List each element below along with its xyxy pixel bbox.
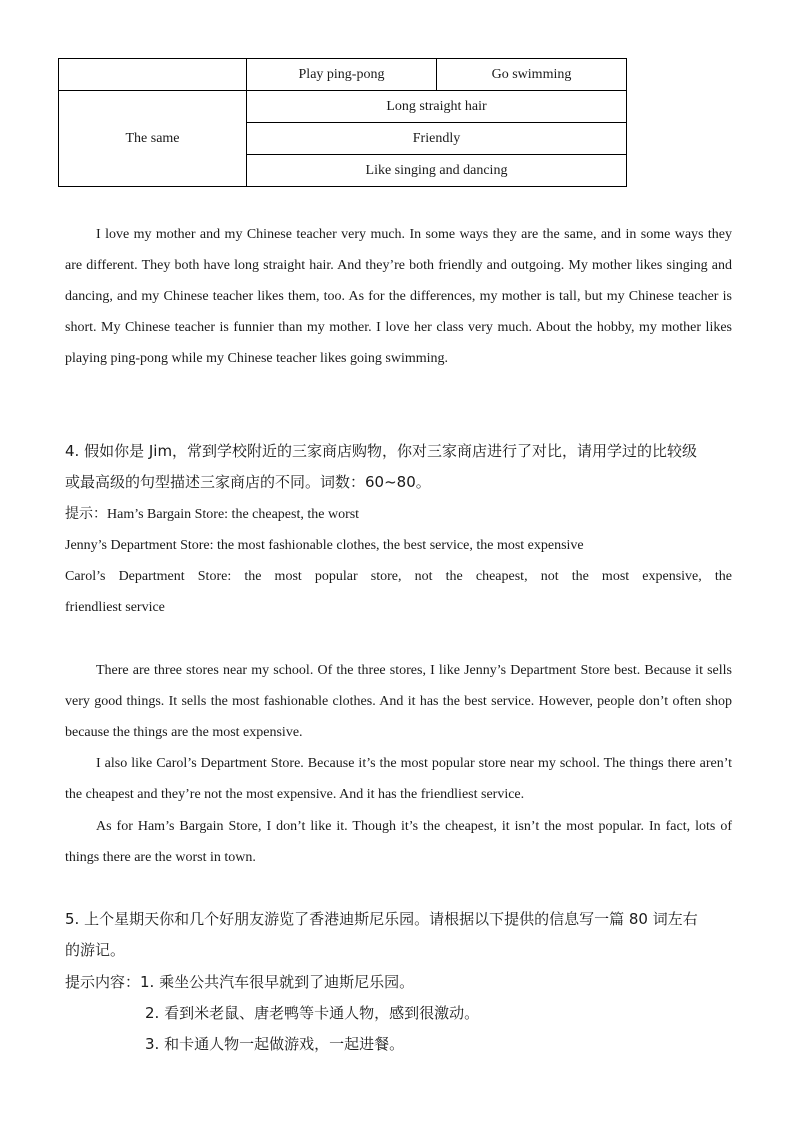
- q4-prompt-line1: 4. 假如你是 Jim，常到学校附近的三家商店购物，你对三家商店进行了对比，请用学过的比较级: [65, 442, 698, 460]
- table-row: [59, 91, 627, 123]
- q4-prompt-line2: 或最高级的句型描述三家商店的不同。词数：60~80。: [65, 473, 431, 491]
- essay-stores-p1: There are three stores near my school. Of the three stores, I like Jenny’s Department Store best. Because it sells very good things. It sells the most fashionable clothes. And it has the best service. However, people don’t often shop because the things are the most expensive.: [65, 663, 732, 740]
- q5-hint-2: 2. 看到米老鼠、唐老鸭等卡通人物，感到很激动。: [145, 1004, 480, 1022]
- q5-hint-label: [65, 967, 732, 998]
- q4-hint-jenny: Jenny’s Department Store: the most fashionable clothes, the best service, the most expensive: [65, 538, 584, 553]
- q5-prompt-line1: 5. 上个星期天你和几个好朋友游览了香港迪斯尼乐园。请根据以下提供的信息写一篇 80 词左右: [65, 910, 698, 928]
- header-go-swimming: Go swimming: [437, 59, 627, 91]
- q5-hint-label-text: 提示内容：: [65, 973, 141, 991]
- comparison-table: [58, 58, 627, 187]
- same-item-friendly: Friendly: [247, 123, 627, 155]
- q5-hint-1: 1. 乘坐公共汽车很早就到了迪斯尼乐园。: [140, 973, 415, 991]
- row-label-same: The same: [59, 91, 247, 187]
- q4-hint-ham: 提示：Ham’s Bargain Store: the cheapest, the worst: [65, 507, 360, 522]
- same-item-singing: Like singing and dancing: [247, 155, 627, 187]
- essay-stores-p3: As for Ham’s Bargain Store, I don’t like it. Though it’s the cheapest, it isn’t the most popular. In fact, lots of things there are the worst in town.: [65, 819, 732, 865]
- table-header-row: [59, 59, 627, 91]
- q5-prompt-line2: 的游记。: [65, 941, 126, 959]
- header-play-ping-pong: Play ping-pong: [247, 59, 437, 91]
- table-corner-cell: [59, 59, 247, 91]
- q5-hint-3: 3. 和卡通人物一起做游戏，一起进餐。: [145, 1035, 405, 1053]
- essay-mother-teacher: I love my mother and my Chinese teacher very much. In some ways they are the same, and in some ways they are different. They both have long straight hair. And they’re both friendly and outgoing. My mother likes singing and dancing, and my Chinese teacher likes them, too. As for the differences, my mother is tall, but my Chinese teacher is short. My Chinese teacher is funnier than my mother. I love her class very much. About the hobby, my mother likes playing ping-pong while my Chinese teacher likes going swimming.: [65, 227, 732, 366]
- q4-hint-carol: Carol’s Department Store: the most popular store, not the cheapest, not the most expensive, the: [65, 569, 732, 584]
- q4-hint-carol-cont: friendliest service: [65, 600, 165, 615]
- essay-stores-p2: I also like Carol’s Department Store. Because it’s the most popular store near my school. The things there aren’t the cheapest and they’re not the most expensive. And it has the friendliest service.: [65, 756, 732, 802]
- same-item-hair: Long straight hair: [247, 91, 627, 123]
